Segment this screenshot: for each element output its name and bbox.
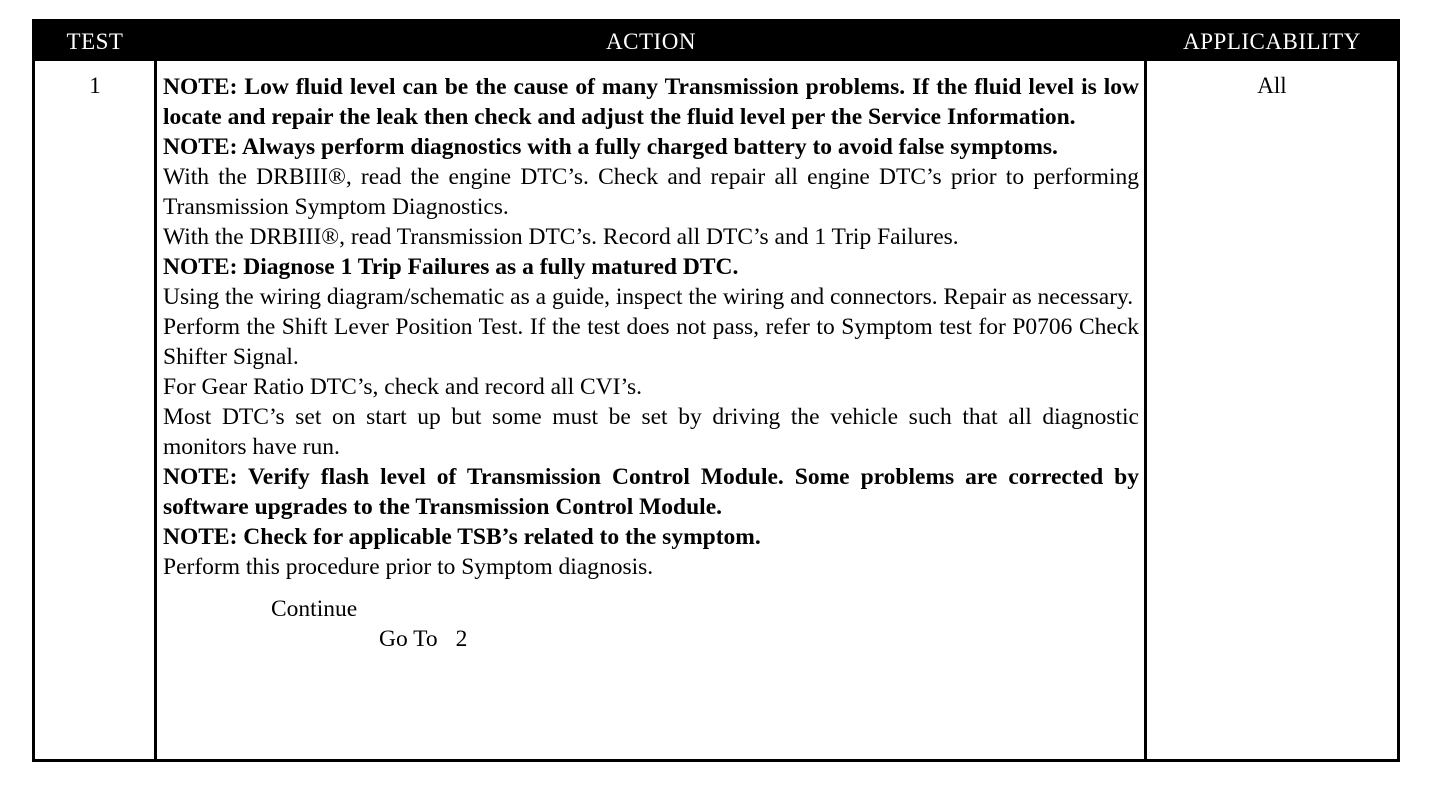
diagnostic-table	[32, 19, 1400, 762]
action-line: NOTE: Diagnose 1 Trip Failures as a fully matured DTC.	[163, 254, 739, 280]
action-line: Using the wiring diagram/schematic as a guide, inspect the wiring and connectors. Repair as necessary.	[163, 284, 1134, 310]
test-number: 1	[89, 73, 101, 98]
action-line: With the DRBIII®, read Transmission DTC’s. Record all DTC’s and 1 Trip Failures.	[163, 224, 959, 250]
action-line: Perform this procedure prior to Symptom diagnosis.	[163, 554, 654, 580]
action-line: Perform the Shift Lever Position Test. If the test does not pass, refer to Symptom test for P0706 Check Shifter Signal.	[163, 314, 1139, 370]
goto-line	[163, 624, 1139, 654]
header-test: TEST	[66, 29, 124, 54]
action-line: NOTE: Low fluid level can be the cause of many Transmission problems. If the fluid level is low locate and repair the leak then check and adjust the fluid level per the Service Information.	[163, 74, 1139, 130]
result-block	[163, 594, 1139, 654]
action-line: With the DRBIII®, read the engine DTC’s. Check and repair all engine DTC’s prior to performing Transmission Symptom Diagnostics.	[163, 164, 1139, 220]
action-line: NOTE: Always perform diagnostics with a fully charged battery to avoid false symptoms.	[163, 134, 1058, 160]
goto-target: 2	[455, 626, 468, 652]
header-action: ACTION	[606, 29, 696, 54]
result-label: Continue	[271, 596, 358, 622]
action-line: For Gear Ratio DTC’s, check and record all CVI’s.	[163, 374, 643, 400]
action-line: Most DTC’s set on start up but some must be set by driving the vehicle such that all diagnostic monitors have run.	[163, 404, 1139, 460]
column-divider	[154, 61, 157, 759]
goto-label: Go To	[379, 626, 438, 652]
header-applicability: APPLICABILITY	[1183, 29, 1361, 54]
action-line: NOTE: Check for applicable TSB’s related to the symptom.	[163, 524, 761, 550]
action-line: NOTE: Verify flash level of Transmission Control Module. Some problems are corrected by software upgrades to the Transmission Control Module.	[163, 464, 1139, 520]
applicability-value: All	[1257, 73, 1287, 98]
header-row	[35, 22, 1397, 61]
action-cell	[163, 72, 1139, 654]
column-divider	[1144, 61, 1147, 759]
